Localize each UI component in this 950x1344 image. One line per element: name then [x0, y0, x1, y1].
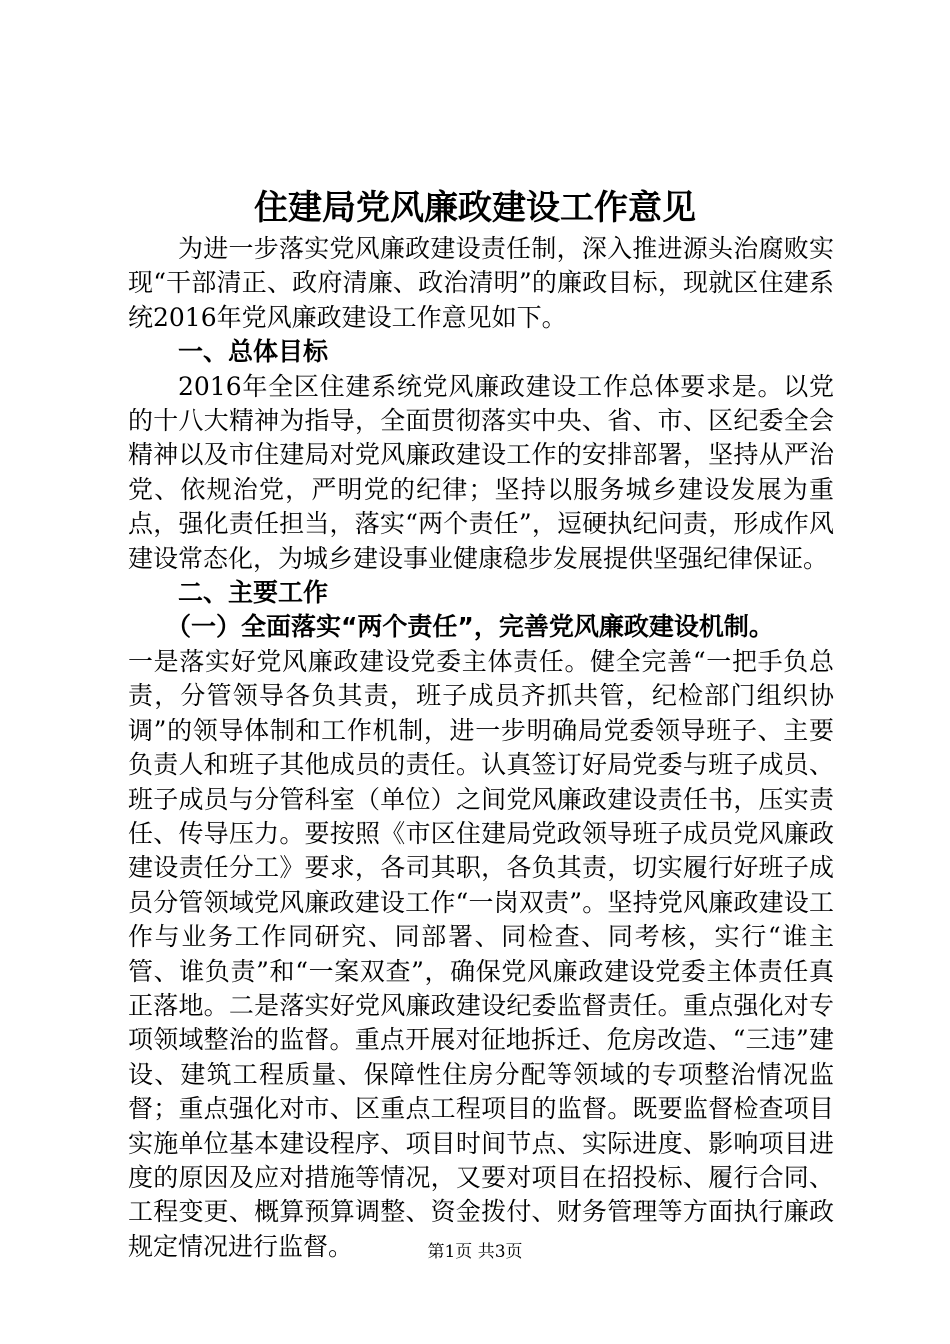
- section-heading-overall-goal: 一、总体目标: [178, 337, 329, 367]
- overall-goal-paragraph: 2016年全区住建系统党风廉政建设工作总体要求是。以党的十八大精神为指导，全面贯彻落实中央、省、市、区纪委全会精神以及市住建局对党风廉政建设工作的安排部署，坚持从严治党、依规治党，严明党的纪律；坚持以服务城乡建设发展为重点，强化责任担当，落实“两个责任”，逗硬执纪问责，形成作风建设常态化，为城乡建设事业健康稳步发展提供坚强纪律保证。: [128, 371, 834, 573]
- document-body: [128, 232, 834, 1264]
- two-responsibilities-paragraph: 一是落实好党风廉政建设党委主体责任。健全完善“一把手负总责，分管领导各负其责，班子成员齐抓共管，纪检部门组织协调”的领导体制和工作机制，进一步明确局党委领导班子、主要负责人和班子其他成员的责任。认真签订好局党委与班子成员、班子成员与分管科室（单位）之间党风廉政建设责任书，压实责任、传导压力。要按照《市区住建局党政领导班子成员党风廉政建设责任分工》要求，各司其职，各负其责，切实履行好班子成员分管领域党风廉政建设工作“一岗双责”。坚持党风廉政建设工作与业务工作同研究、同部署、同检查、同考核，实行“谁主管、谁负责”和“一案双查”，确保党风廉政建设党委主体责任真正落地。二是落实好党风廉政建设纪委监督责任。重点强化对专项领域整治的监督。重点开展对征地拆迁、危房改造、“三违”建设、建筑工程质量、保障性住房分配等领域的专项整治情况监督；重点强化对市、区重点工程项目的监督。既要监督检查项目实施单位基本建设程序、项目时间节点、实际进度、影响项目进度的原因及应对措施等情况，又要对项目在招投标、履行合同、工程变更、概算预算调整、资金拨付、财务管理等方面执行廉政规定情况进行监督。: [128, 646, 834, 1261]
- page-number: 第1页 共3页: [427, 1242, 523, 1262]
- section-heading-main-work: 二、主要工作: [178, 578, 329, 608]
- subsection-heading-two-responsibilities: （一）全面落实“两个责任”，完善党风廉政建设机制。: [166, 612, 774, 642]
- document-title: 住建局党风廉政建设工作意见: [254, 188, 696, 228]
- intro-paragraph: 为进一步落实党风廉政建设责任制，深入推进源头治腐败实现“干部清正、政府清廉、政治清明”的廉政目标，现就区住建系统2016年党风廉政建设工作意见如下。: [128, 234, 834, 332]
